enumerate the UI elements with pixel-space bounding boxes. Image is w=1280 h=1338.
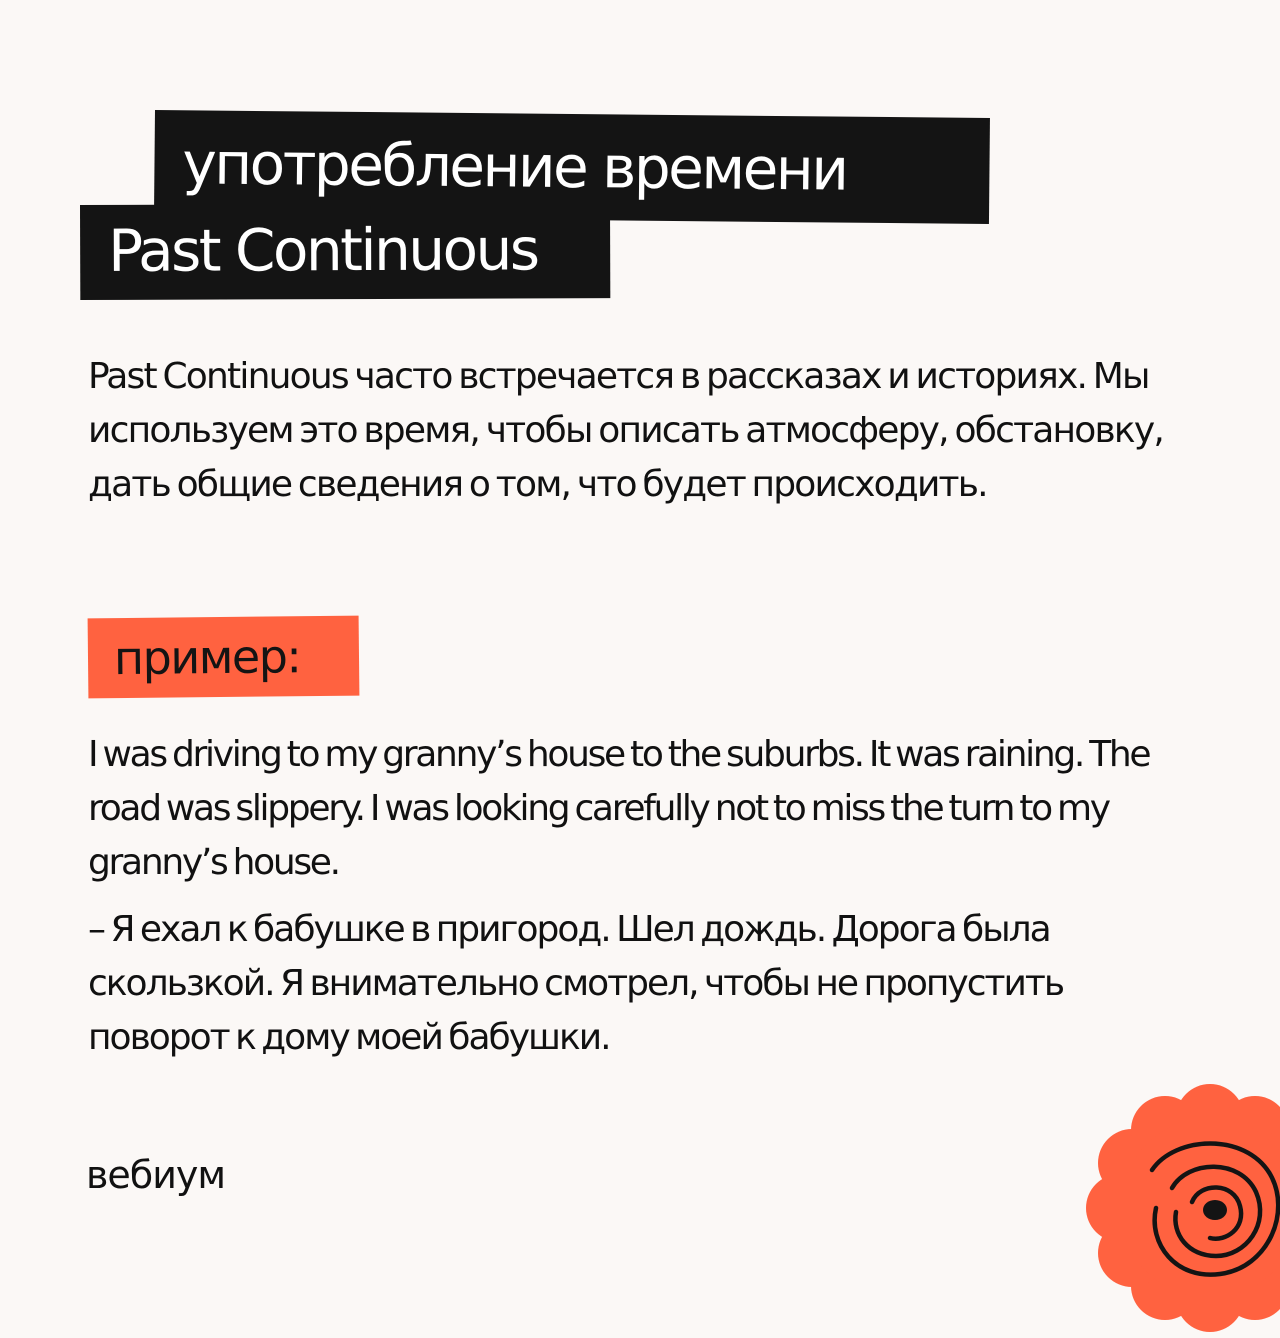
example-russian-translation: – Я ехал к бабушке в пригород. Шел дождь. Дорога была скользкой. Я внимательно смотрел, чтобы не пропустить поворот к дому моей бабушки. bbox=[88, 909, 1064, 1058]
intro-paragraph: Past Continuous часто встречается в рассказах и историях. Мы используем это время, чтобы описать атмосферу, обстановку, дать общие сведения о том, что будет происходить. bbox=[88, 356, 1163, 505]
example-label: пример: bbox=[88, 616, 360, 699]
title-line-1: употребление времени bbox=[154, 110, 990, 224]
brand-logo: вебиум bbox=[86, 1153, 226, 1197]
title-line-2: Past Continuous bbox=[80, 203, 610, 300]
flower-spiral-icon bbox=[1080, 1078, 1280, 1338]
example-english-text: I was driving to my granny’s house to the suburbs. It was raining. The road was slippery. I was looking carefully not to miss the turn to my granny’s house. bbox=[88, 734, 1150, 883]
flower-petals bbox=[1086, 1084, 1280, 1332]
